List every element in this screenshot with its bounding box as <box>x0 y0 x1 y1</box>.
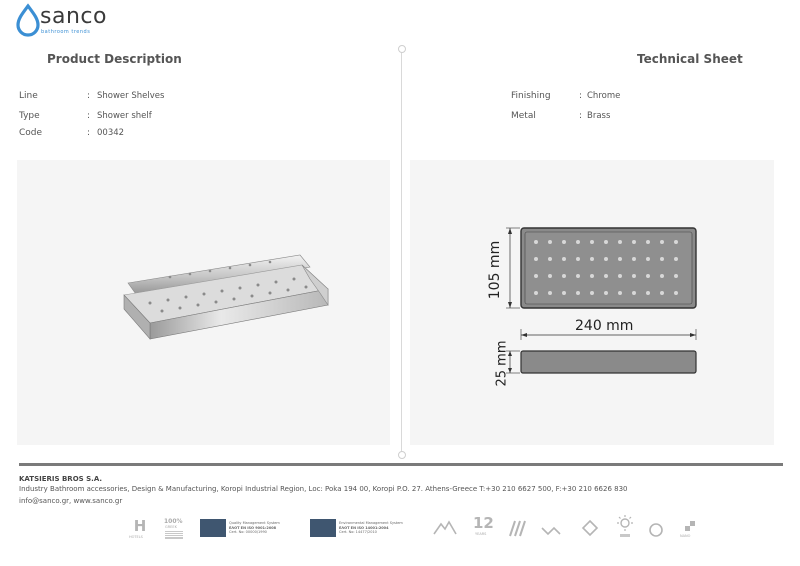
brand-tagline: bathroom trends <box>41 29 91 35</box>
mountain-badge-icon <box>432 518 458 538</box>
nano-icon <box>683 520 697 532</box>
spec-code-label: Code <box>19 128 43 138</box>
spec-finishing-value: Chrome <box>587 91 621 101</box>
cert2-text <box>339 521 403 535</box>
cert1-line2: ΕΛΟΤ EN ISO 9001:2008 <box>229 525 277 530</box>
spec-separator: : <box>579 111 583 121</box>
footer-address: Industry Bathroom accessories, Design & Manufacturing, Koropi Industrial Region, Loc: Poka 194 00, Koropi P.O. 27. Athens-Greece T:+30 210 6627 500, F:+30 210 6626 830 <box>19 485 628 493</box>
technical-drawing <box>480 222 710 392</box>
divider-top-dot <box>398 45 406 53</box>
vertical-divider <box>401 48 402 456</box>
hotels-label: HOTELS <box>129 535 143 539</box>
spec-line-label: Line <box>19 91 38 101</box>
cert2-line2: ΕΛΟΤ EN ISO 14001:2004 <box>339 525 389 530</box>
cert1-text <box>229 521 280 535</box>
recycle-icon <box>580 518 600 538</box>
footer-rule <box>19 463 783 466</box>
footer-contact[interactable]: info@sanco.gr, www.sanco.gr <box>19 497 123 505</box>
greek-flag-icon <box>165 531 183 539</box>
cert2-line1: Environmental Management System <box>339 521 403 525</box>
years-badge-label: YEARS <box>475 532 487 536</box>
cert2-line3: Cert. No: 14477/2010 <box>339 530 377 534</box>
spec-separator: : <box>87 111 91 121</box>
spec-separator: : <box>87 91 91 101</box>
spec-finishing-label: Finishing <box>511 91 551 101</box>
spec-metal-label: Metal <box>511 111 536 121</box>
circle-badge-icon <box>648 522 664 538</box>
spec-metal-value: Brass <box>587 111 611 121</box>
shower-shelf-photo <box>110 245 340 345</box>
badge-greek: GREEK <box>165 525 177 529</box>
sun-icon <box>614 513 636 539</box>
nano-label: NANO <box>680 534 691 538</box>
iso-14001-logo <box>310 519 336 537</box>
iso-9001-logo <box>200 519 226 537</box>
brand-name: sanco <box>40 4 107 29</box>
wave-check-icon <box>540 524 564 538</box>
footer-company: KATSIERIS BROS S.A. <box>19 475 103 483</box>
hotels-icon: H <box>133 517 147 535</box>
divider-bottom-dot <box>398 451 406 459</box>
depth-dimension-label: 25 mm <box>494 340 510 387</box>
width-dimension-label: 240 mm <box>575 318 634 334</box>
stripes-icon <box>506 518 526 538</box>
cert1-line3: Cert. No: 00000/1990 <box>229 530 267 534</box>
years-badge-number: 12 <box>473 514 494 532</box>
water-drop-icon <box>18 6 38 35</box>
technical-sheet-heading: Technical Sheet <box>637 52 743 66</box>
spec-line-value: Shower Shelves <box>97 91 165 101</box>
cert1-line1: Quality Management System <box>229 521 280 525</box>
height-dimension-label: 105 mm <box>487 240 503 300</box>
product-description-heading: Product Description <box>47 52 182 66</box>
spec-type-value: Shower shelf <box>97 111 152 121</box>
spec-separator: : <box>87 128 91 138</box>
spec-code-value: 00342 <box>97 128 125 138</box>
spec-separator: : <box>579 91 583 101</box>
badge-percent: 100% <box>164 518 183 525</box>
spec-type-label: Type <box>19 111 40 121</box>
